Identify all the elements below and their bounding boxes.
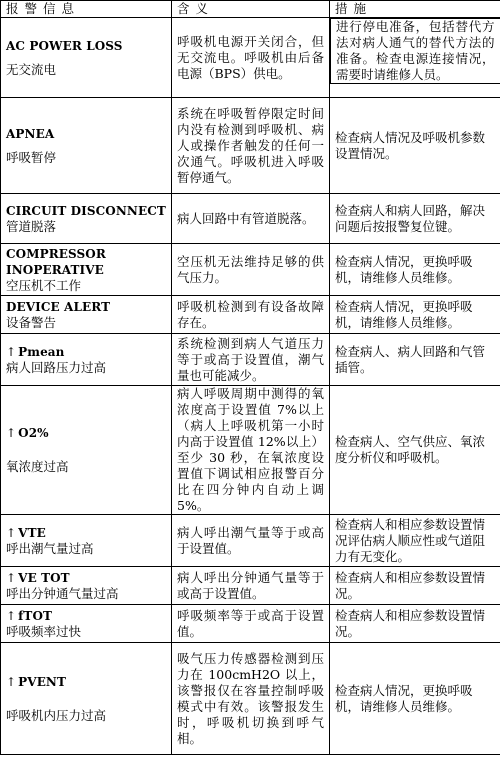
alarm-code-line — [6, 570, 166, 586]
alarm-name: 空压机不工作 — [6, 277, 82, 293]
alarm-key-cell — [1, 244, 172, 296]
alarm-meaning: 系统在呼吸暂停限定时间内没有检测到呼吸机、病人或操作者触发的任何一次通气。呼吸机进入呼吸暂停通气。 — [172, 98, 330, 194]
alarm-meaning: 系统检测到病人气道压力等于或高于设置值，潮气量也可能减少。 — [172, 334, 330, 386]
up-arrow-icon: ↑ — [6, 344, 17, 359]
alarm-code: fTOT — [18, 608, 53, 623]
header-action: 措施 — [330, 1, 500, 18]
alarm-name: 病人回路压力过高 — [6, 359, 107, 375]
alarm-meaning: 呼吸频率等于或高于设置值。 — [172, 605, 330, 643]
alarm-action: 检查病人、病人回路和气管插管。 — [330, 334, 500, 386]
alarm-code: Pmean — [18, 344, 65, 359]
alarm-code-line — [6, 425, 166, 441]
table-row — [1, 334, 500, 386]
alarm-code: PVENT — [18, 674, 67, 689]
alarm-code: APNEA — [6, 126, 55, 141]
table-row — [1, 605, 500, 643]
alarm-name: 呼出分钟通气量过高 — [6, 585, 119, 601]
alarm-meaning: 病人呼出潮气量等于或高于设置值。 — [172, 515, 330, 567]
alarm-code: CIRCUIT DISCONNECT — [6, 203, 166, 218]
alarm-action: 检查病人情况，更换呼吸机，请维修人员维修。 — [330, 244, 500, 296]
alarm-meaning: 空压机无法维持足够的供气压力。 — [172, 244, 330, 296]
alarm-code-line — [6, 608, 166, 624]
alarm-code: COMPRESSOR INOPERATIVE — [6, 246, 106, 277]
alarm-name: 呼吸机内压力过高 — [6, 707, 107, 723]
alarm-action: 检查病人和相应参数设置情况。 — [330, 567, 500, 605]
alarm-key-cell — [1, 386, 172, 515]
table-row — [1, 643, 500, 755]
alarm-key-cell — [1, 18, 172, 98]
alarm-action: 检查病人和相应参数设置情况评估病人顺应性或气道阻力有无变化。 — [330, 515, 500, 567]
alarm-action: 检查病人情况，更换呼吸机，请维修人员维修。 — [330, 643, 500, 755]
alarm-key-cell — [1, 643, 172, 755]
alarm-name: 呼吸暂停 — [6, 149, 57, 165]
alarm-name: 设备警告 — [6, 314, 57, 330]
up-arrow-icon: ↑ — [6, 674, 17, 689]
alarm-meaning: 病人呼吸周期中测得的氧浓度高于设置值 7%以上（病人上呼吸机第一小时内高于设置值 12%以上）至少 30 秒，在氧浓度设置值下调试相应报警百分比在四分钟内自动上调 5%。 — [172, 386, 330, 515]
alarm-meaning: 病人呼出分钟通气量等于或高于设置值。 — [172, 567, 330, 605]
table-row — [1, 386, 500, 515]
alarm-action: 进行停电准备，包括替代方法对病人通气的替代方法的准备。检查电源连接情况，需要时请维修人员。 — [330, 18, 500, 84]
alarm-key-cell — [1, 98, 172, 194]
alarm-key-cell — [1, 605, 172, 643]
alarm-action: 检查病人和病人回路，解决问题后按报警复位键。 — [330, 194, 500, 244]
up-arrow-icon: ↑ — [6, 608, 17, 623]
alarm-key-cell — [1, 515, 172, 567]
alarm-key-cell — [1, 296, 172, 334]
table-row — [1, 515, 500, 567]
up-arrow-icon: ↑ — [6, 426, 17, 440]
up-arrow-icon: ↑ — [6, 525, 17, 540]
alarm-code: O2% — [18, 426, 49, 440]
table-row — [1, 18, 500, 98]
alarm-action: 检查病人情况，更换呼吸机，请维修人员维修。 — [330, 296, 500, 334]
header-row — [1, 1, 500, 18]
alarm-meaning: 呼吸机电源开关闭合，但无交流电。呼吸机由后备电源（BPS）供电。 — [172, 18, 330, 98]
alarm-action: 检查病人、空气供应、氧浓度分析仪和呼吸机。 — [330, 386, 500, 515]
table-row — [1, 194, 500, 244]
alarm-meaning: 病人回路中有管道脱落。 — [172, 194, 330, 244]
table-row — [1, 296, 500, 334]
alarm-name: 管道脱落 — [6, 218, 57, 234]
alarm-name: 无交流电 — [6, 61, 57, 77]
alarm-code-line — [6, 344, 166, 360]
alarm-code-line — [6, 674, 166, 690]
alarm-key-cell — [1, 334, 172, 386]
header-alarm-info: 报警信息 — [1, 1, 172, 18]
alarm-key-cell — [1, 194, 172, 244]
alarm-name: 氧浓度过高 — [6, 459, 69, 474]
alarm-code: VE TOT — [18, 570, 70, 585]
alarm-name: 呼吸频率过快 — [6, 623, 82, 639]
alarm-code: AC POWER LOSS — [6, 38, 123, 53]
table-row — [1, 567, 500, 605]
table-row — [1, 244, 500, 296]
alarm-action: 检查病人情况及呼吸机参数设置情况。 — [330, 98, 500, 194]
alarm-code: DEVICE ALERT — [6, 299, 111, 314]
alarm-meaning: 呼吸机检测到有设备故障存在。 — [172, 296, 330, 334]
alarm-action: 检查病人和相应参数设置情况。 — [330, 605, 500, 643]
alarm-code: VTE — [18, 525, 46, 540]
alarm-meaning: 吸气压力传感器检测到压力在 100cmH2O 以上，该警报仅在容量控制呼吸模式中有效。该警报发生时，呼吸机切换到呼气相。 — [172, 643, 330, 755]
up-arrow-icon: ↑ — [6, 570, 17, 585]
alarm-name: 呼出潮气量过高 — [6, 540, 94, 556]
table-row — [1, 98, 500, 194]
alarm-code-line — [6, 525, 166, 541]
header-meaning: 含义 — [172, 1, 330, 18]
alarm-key-cell — [1, 567, 172, 605]
